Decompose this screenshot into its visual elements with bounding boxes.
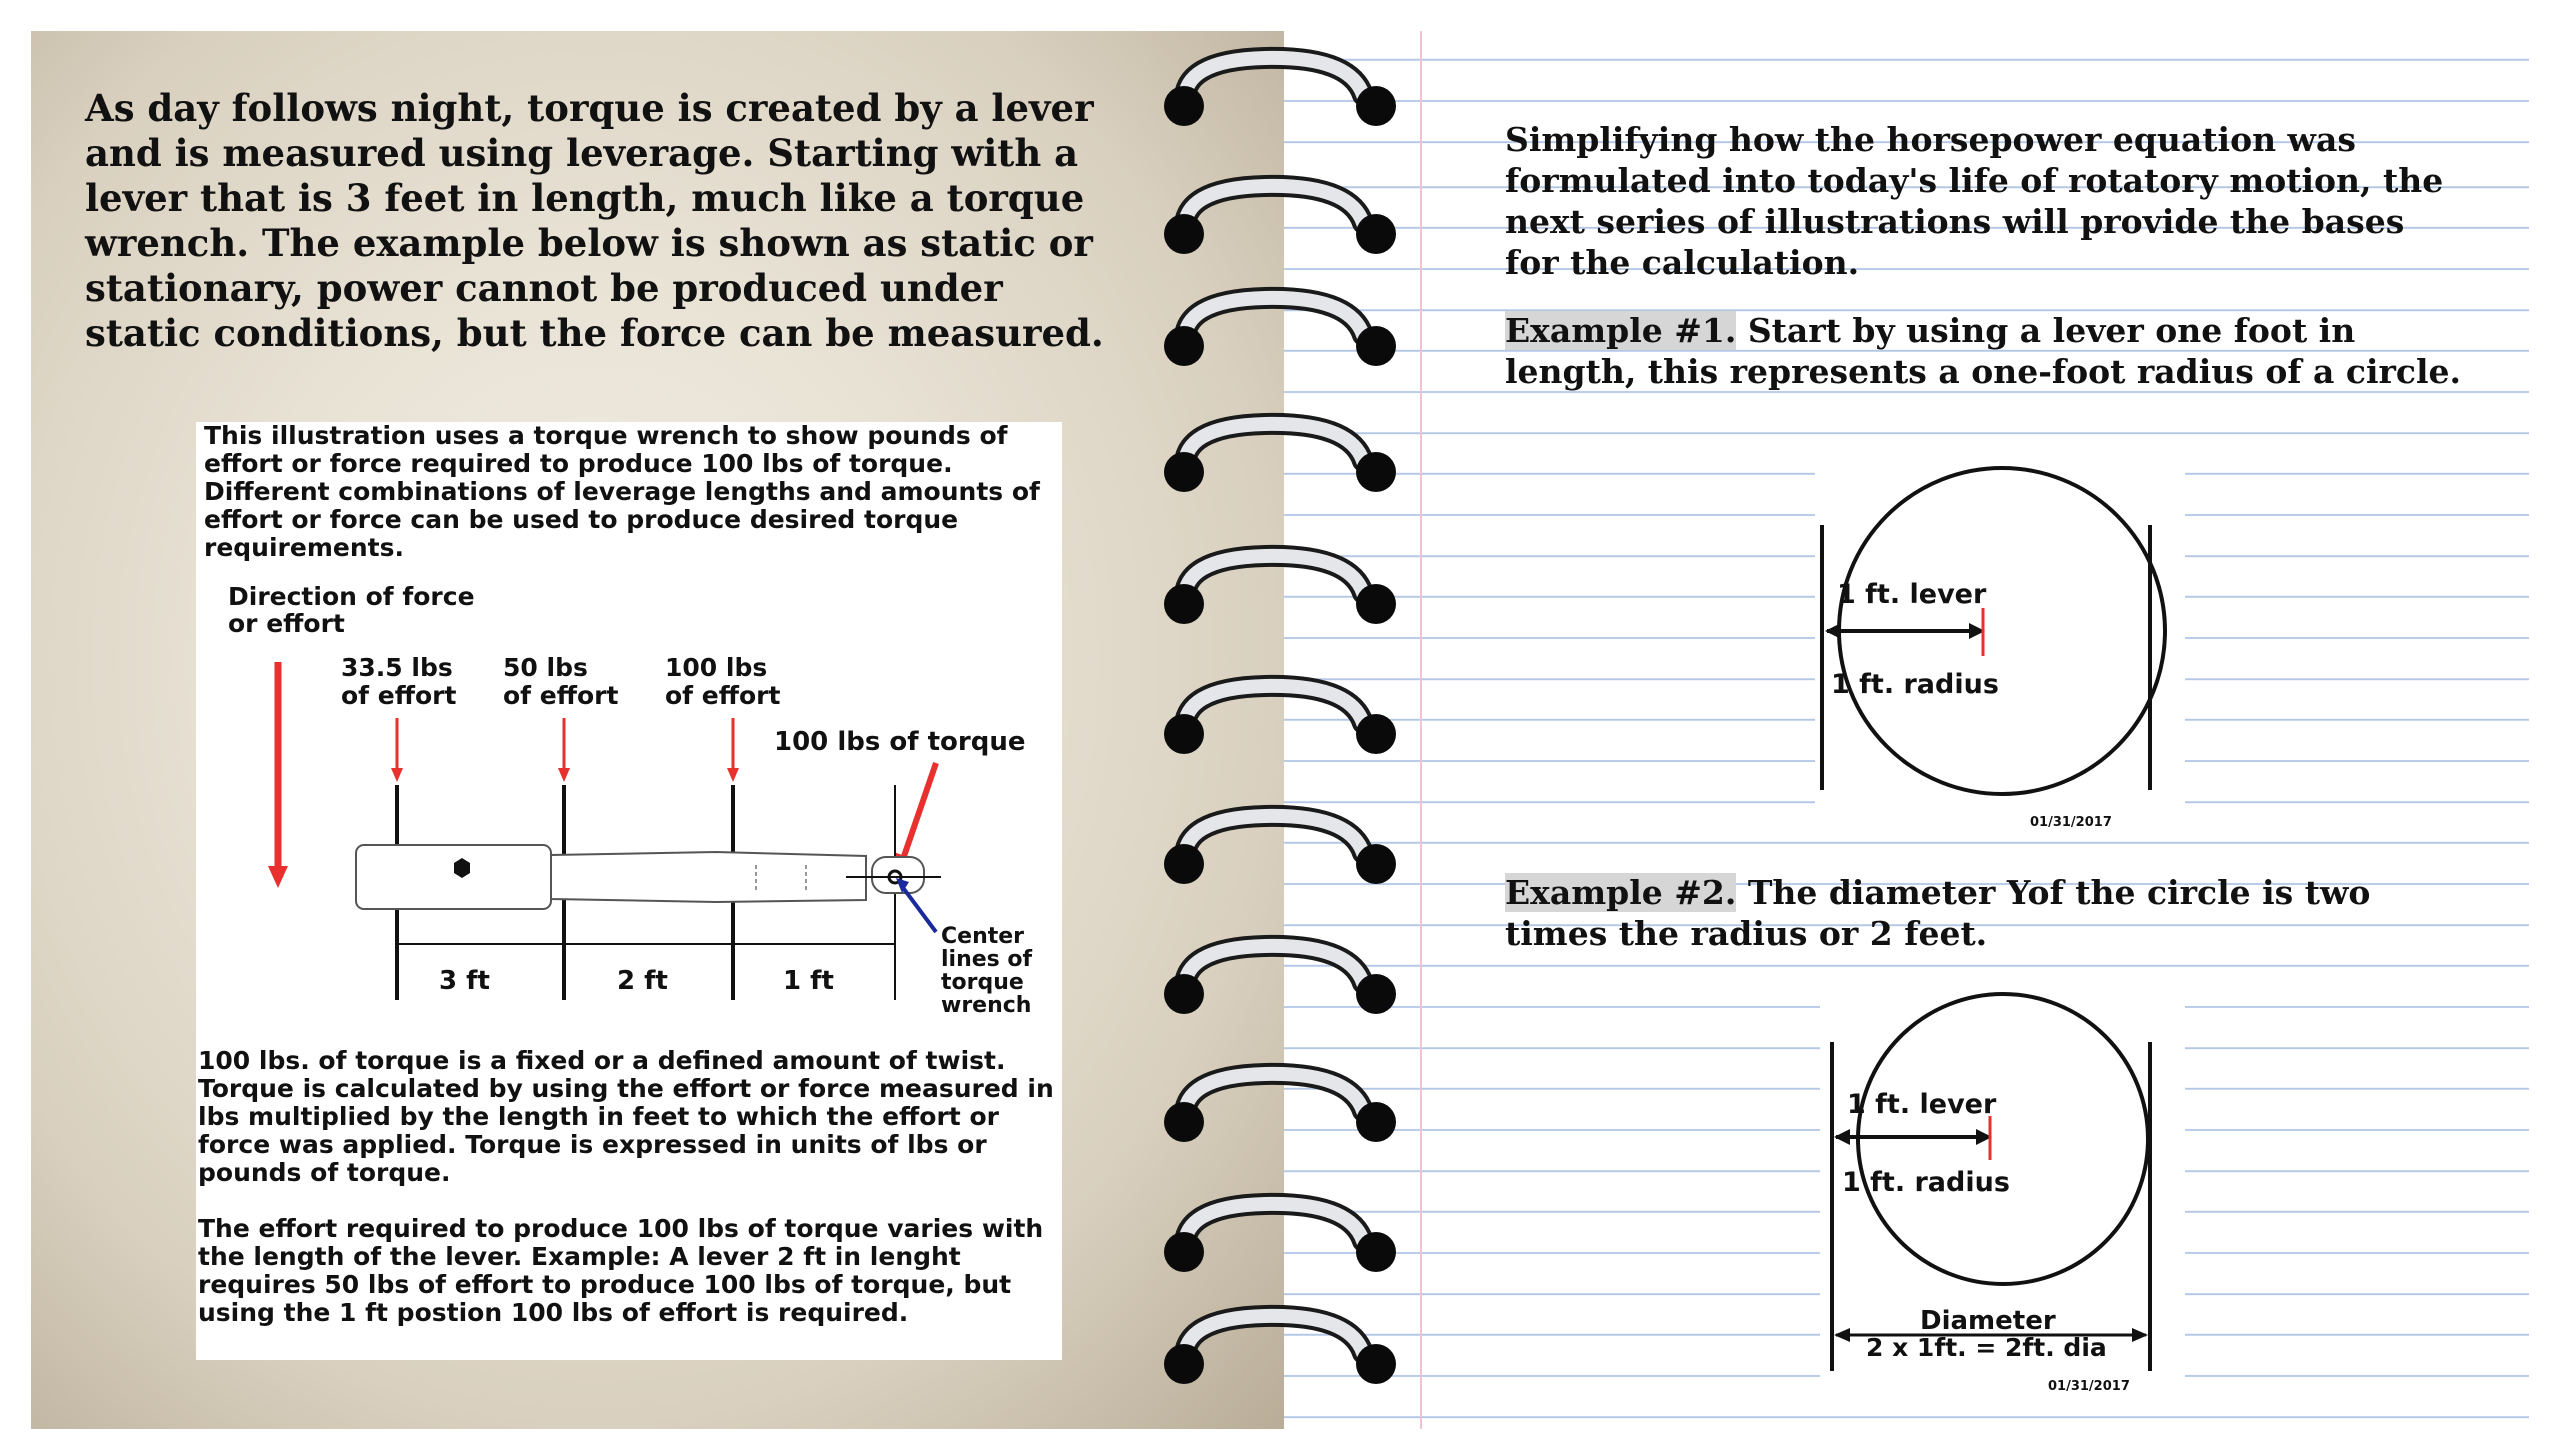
center-label-2: lines of bbox=[941, 947, 1033, 972]
effort-1-line2: of effort bbox=[341, 681, 457, 710]
example-1-radius-label: 1 ft. radius bbox=[1831, 669, 1999, 700]
illustration-intro: This illustration uses a torque wrench to show pounds of effort or force required to produce 100 lbs of torque. Different combinations of leverage lengths and amounts of effort or force can be used to produce desired torque requirements. bbox=[204, 421, 1040, 562]
center-arrow bbox=[901, 885, 936, 932]
torque-wrench-diagram-body bbox=[196, 580, 1062, 1040]
spiral-ring bbox=[1164, 1204, 1396, 1272]
example-2-date: 01/31/2017 bbox=[2048, 1379, 2130, 1394]
notebook-margin-line bbox=[1420, 31, 1422, 1429]
effort-1-line1: 33.5 lbs bbox=[341, 653, 453, 682]
spiral-ring bbox=[1164, 1074, 1396, 1142]
example-1-figure bbox=[1815, 460, 2185, 840]
right-intro-text: Simplifying how the horsepower equation was formulated into today's life of rotatory motion, the next series of illustrations will provide the bases for the calculation. bbox=[1505, 120, 2444, 282]
spiral-ring bbox=[1164, 424, 1396, 492]
example-2-radius-label: 1 ft. radius bbox=[1842, 1167, 2010, 1198]
example-2-diameter-label-2: 2 x 1ft. = 2ft. dia bbox=[1866, 1333, 2107, 1362]
spiral-ring bbox=[1164, 58, 1396, 126]
wrench-shaft bbox=[551, 852, 866, 902]
effort-1-arrowhead bbox=[391, 768, 403, 782]
effort-2-line1: 50 lbs bbox=[503, 653, 588, 682]
spiral-ring bbox=[1164, 186, 1396, 254]
effort-2-arrowhead bbox=[558, 768, 570, 782]
illustration-paragraph-1: 100 lbs. of torque is a fixed or a defined amount of twist. Torque is calculated by using the effort or force measured in lbs multiplied by the length in feet to which the effort or force was applied. Torque is expressed in units of lbs or pounds of torque. bbox=[198, 1046, 1054, 1187]
example-2-text bbox=[1505, 872, 2465, 954]
headline-text: As day follows night, torque is created by a lever and is measured using leverage. Starting with a lever that is 3 feet in length, much like a torque wrench. The example below is shown as static or stationary, power cannot be produced under static conditions, but the force can be measured. bbox=[85, 86, 1104, 355]
direction-label-line2: or effort bbox=[228, 609, 345, 638]
effort-3-line1: 100 lbs bbox=[665, 653, 768, 682]
example-2-body: The diameter Yof the circle is two times the radius or 2 feet. bbox=[1505, 873, 2371, 953]
effort-2-line2: of effort bbox=[503, 681, 619, 710]
length-2ft: 2 ft bbox=[617, 966, 668, 996]
example-2-label: Example #2. bbox=[1505, 873, 1737, 912]
example-2-figure bbox=[1820, 985, 2185, 1400]
spiral-binding bbox=[1150, 40, 1410, 1420]
direction-label-line1: Direction of force bbox=[228, 582, 475, 611]
wrench-handle bbox=[356, 845, 551, 909]
torque-illustration-card bbox=[196, 422, 1062, 1360]
example-2-diameter-label-1: Diameter bbox=[1920, 1306, 2056, 1336]
example-1-label: Example #1. bbox=[1505, 311, 1737, 350]
illustration-paragraph-2: The effort required to produce 100 lbs of torque varies with the length of the lever. Example: A lever 2 ft in lenght requires 50 lbs of effort to produce 100 lbs of torque, but using the 1 ft postion 100 lbs of effort is required. bbox=[198, 1214, 1044, 1327]
example-2-lever-label: 1 ft. lever bbox=[1847, 1089, 1997, 1120]
spiral-ring bbox=[1164, 1316, 1396, 1384]
example-1-lever-label: 1 ft. lever bbox=[1837, 579, 1987, 610]
effort-3-line2: of effort bbox=[665, 681, 781, 710]
spiral-ring bbox=[1164, 816, 1396, 884]
length-3ft: 3 ft bbox=[439, 966, 490, 996]
torque-arrow bbox=[902, 763, 936, 862]
spiral-ring bbox=[1164, 556, 1396, 624]
center-label-1: Center bbox=[941, 924, 1025, 949]
spiral-ring bbox=[1164, 298, 1396, 366]
spiral-ring bbox=[1164, 686, 1396, 754]
length-1ft: 1 ft bbox=[783, 966, 834, 996]
center-label-4: wrench bbox=[941, 993, 1032, 1018]
spiral-ring bbox=[1164, 946, 1396, 1014]
direction-arrow-head bbox=[268, 866, 288, 888]
example-1-body: Start by using a lever one foot in length, this represents a one-foot radius of a circle. bbox=[1505, 311, 2462, 391]
center-label-3: torque bbox=[941, 970, 1024, 995]
effort-3-arrowhead bbox=[727, 768, 739, 782]
example-1-text bbox=[1505, 310, 2465, 392]
wrench-head bbox=[872, 857, 924, 893]
example-1-date: 01/31/2017 bbox=[2030, 815, 2112, 830]
torque-label: 100 lbs of torque bbox=[774, 727, 1026, 757]
